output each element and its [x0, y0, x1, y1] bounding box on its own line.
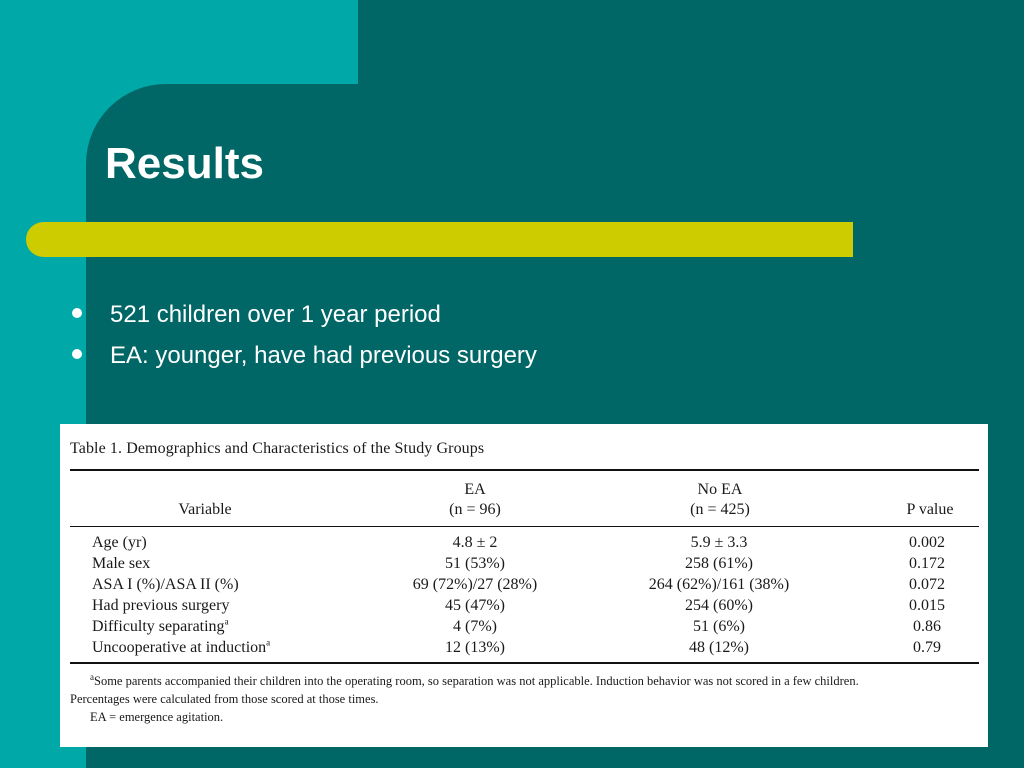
- bullet-dot-icon: [72, 308, 82, 318]
- table-row: Age (yr) 4.8 ± 2 5.9 ± 3.3 0.002: [92, 534, 945, 551]
- table-row: Difficulty separating$^a$ 4 (7%) 51 (6%) 0.86: [92, 616, 941, 635]
- bullet-list: [72, 294, 537, 376]
- table-top-rule: [70, 469, 979, 471]
- bullet-text: 521 children over 1 year period: [110, 301, 441, 328]
- column-header-ea: EA (n = 96): [449, 481, 501, 518]
- header-accent-block: [0, 0, 358, 84]
- table-row: Male sex 51 (53%) 258 (61%) 0.172: [92, 555, 945, 572]
- table-caption: Table 1. Demographics and Characteristics of the Study Groups: [70, 440, 485, 457]
- table-image: [60, 424, 988, 747]
- table-footnote: $^a$Some parents accompanied their children into the operating room, so separation was not applicable. Induction behavior was not scored in a few children. Percentages were calculated from those scored at those times. EA = emergence agitation.: [70, 671, 859, 724]
- bullet-text: EA: younger, have had previous surgery: [110, 342, 537, 369]
- table-row: Had previous surgery 45 (47%) 254 (60%) 0.015: [92, 597, 945, 614]
- bullet-item: [72, 294, 537, 335]
- table-row: ASA I (%)/ASA II (%) 69 (72%)/27 (28%) 264 (62%)/161 (38%) 0.072: [92, 576, 945, 593]
- title-underline-bar: [26, 222, 853, 257]
- column-header-variable: Variable: [178, 501, 232, 518]
- column-header-no-ea: No EA (n = 425): [690, 481, 750, 518]
- slide-title: Results: [105, 139, 264, 188]
- bullet-dot-icon: [72, 349, 82, 359]
- table-body: [60, 532, 988, 658]
- table-header-rule: [70, 526, 979, 527]
- column-header-p-value: P value: [906, 501, 954, 518]
- table-bottom-rule: [70, 662, 979, 664]
- table-row: Uncooperative at induction$^a$ 12 (13%) 48 (12%) 0.79: [92, 637, 941, 656]
- bullet-item: [72, 335, 537, 376]
